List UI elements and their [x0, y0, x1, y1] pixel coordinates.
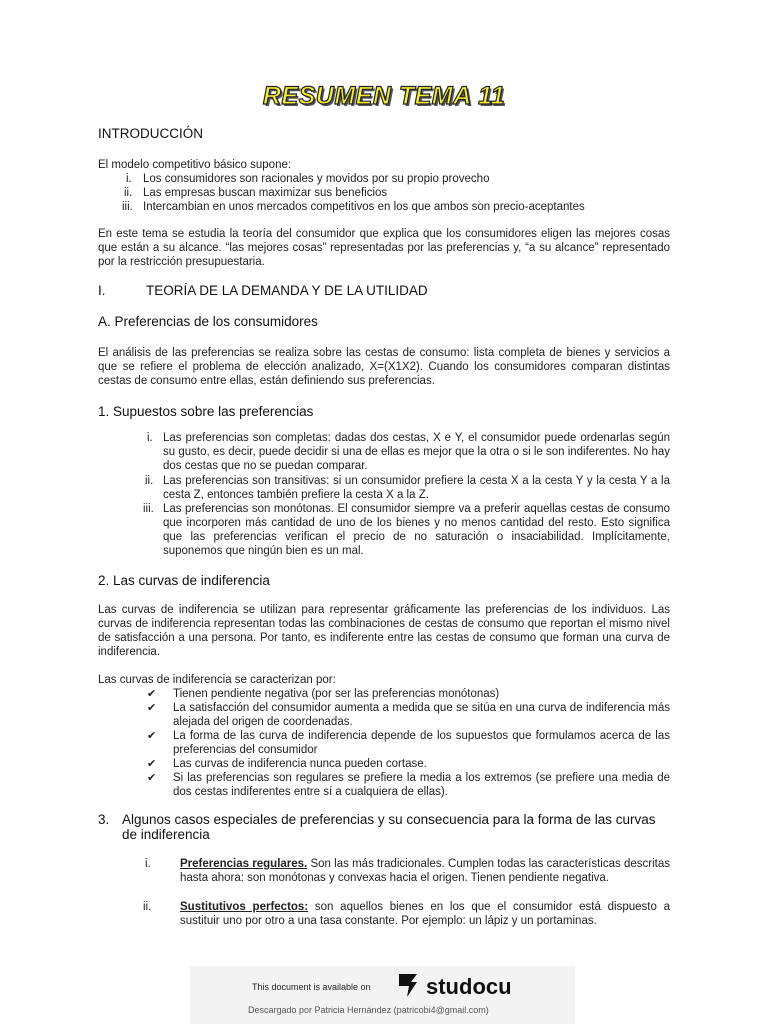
section-number: I. [98, 283, 106, 298]
studocu-logo-icon [393, 970, 423, 1000]
intro-item-num: i. [126, 173, 132, 185]
subsection-heading: 2. Las curvas de indiferencia [98, 573, 270, 588]
availability-text: This document is available on [252, 982, 371, 992]
list-item-text: Las preferencias son completas: dadas dos cestas, X e Y, el consumidor puede ordenarlas según su gusto, es decir, puede decidir si una de ellas es mejor que la otra o si le son indiferentes. No hay dos cestas que no se puedan comparar. [163, 432, 670, 472]
intro-item-num: iii. [122, 201, 133, 213]
intro-paragraph: En este tema se estudia la teoría del consumidor que explica que los consumidores eligen las mejores cosas que están a su alcance. “las mejores cosas” representadas por las preferencias y, “a su alcance” representado por la restricción presupuestaria. [98, 228, 670, 268]
subsection-heading: Algunos casos especiales de preferencias y su consecuencia para la forma de las curvas de indiferencia [122, 812, 656, 842]
downloaded-by-text: Descargado por Patricia Hernández (patricobi4@gmail.com) [248, 1005, 489, 1015]
section-heading: TEORÍA DE LA DEMANDA Y DE LA UTILIDAD [146, 283, 428, 298]
subsection-heading: 1. Supuestos sobre las preferencias [98, 404, 314, 419]
bullet-item: Las curvas de indiferencia nunca pueden cortase. [173, 758, 427, 770]
bullet-item: La forma de las curva de indiferencia depende de los supuestos que formulamos acerca de las preferencias del consumidor [173, 730, 670, 756]
intro-item-text: Intercambian en unos mercados competitivos en los que ambos son precio-aceptantes [143, 201, 585, 213]
intro-item-text: Las empresas buscan maximizar sus beneficios [143, 187, 388, 199]
subsection-paragraph: El análisis de las preferencias se realiza sobre las cestas de consumo: lista completa de bienes y servicios a que se refiere el problema de elección analizado, X=(X1X2). Cuando los consumidores comparan distintas cestas de consumo entre ellas, están definiendo sus preferencias. [98, 347, 670, 387]
intro-heading: INTRODUCCIÓN [98, 126, 203, 141]
term-description: Son las más tradicionales. Cumplen todas las características descritas hasta ahora: son monótonas y convexas hacia el origen. Tienen pendiente negativa. [180, 858, 670, 884]
term-description: son aquellos bienes en los que el consumidor está dispuesto a sustituir uno por otro a una tasa constante. Por ejemplo: un lápiz y un portaminas. [180, 901, 670, 927]
list-item-num: i. [145, 858, 151, 870]
term: Preferencias regulares. [180, 858, 308, 870]
subsection-lead: Las curvas de indiferencia se caracterizan por: [98, 674, 336, 686]
check-icon: ✔ [147, 772, 157, 784]
intro-item-num: ii. [124, 187, 133, 199]
subsection-number: 3. [98, 812, 110, 827]
check-icon: ✔ [147, 702, 157, 714]
check-icon: ✔ [147, 688, 157, 700]
list-item-num: ii. [143, 901, 152, 913]
subsection-paragraph: Las curvas de indiferencia se utilizan para representar gráficamente las preferencias de los individuos. Las curvas de indiferencia representan todas las combinaciones de cestas de consumo que reportan el mismo nivel de satisfacción a una persona. Por tanto, es indiferente entre las cestas de consumo que forman una curva de indiferencia. [98, 604, 670, 658]
term: Sustitutivos perfectos: [180, 901, 309, 913]
footer-banner [190, 966, 575, 1024]
list-item-num: i. [147, 432, 153, 444]
intro-lead: El modelo competitivo básico supone: [98, 159, 292, 171]
list-item [180, 857, 670, 885]
check-icon: ✔ [147, 758, 157, 770]
page-title: RESUMEN TEMA 11 [262, 82, 506, 110]
list-item-text: Las preferencias son transitivas: si un consumidor prefiere la cesta X a la cesta Y y la cesta Y a la cesta Z, entonces también prefiere la cesta X a la Z. [163, 475, 670, 501]
list-item-text: Las preferencias son monótonas. El consumidor siempre va a preferir aquellas cestas de consumo que incorporen más cantidad de uno de los bienes y no menos cantidad del resto. Esto significa que las preferencias verifican el precio de no saturación o insaciabilidad. Implícitamente, suponemos que ningún bien es un mal. [163, 503, 670, 557]
check-icon: ✔ [147, 730, 157, 742]
bullet-item: Tienen pendiente negativa (por ser las preferencias monótonas) [173, 688, 500, 700]
list-item [180, 900, 670, 928]
brand-name[interactable]: studocu [426, 974, 512, 999]
list-item-num: iii. [143, 503, 154, 515]
bullet-item: Si las preferencias son regulares se prefiere la media a los extremos (se prefiere una media de dos cestas indiferentes entre sí a cualquiera de ellas). [173, 772, 670, 798]
list-item-num: ii. [145, 475, 154, 487]
intro-item-text: Los consumidores son racionales y movidos por su propio provecho [143, 173, 490, 185]
subsection-heading: A. Preferencias de los consumidores [98, 314, 318, 329]
bullet-item: La satisfacción del consumidor aumenta a medida que se sitúa en una curva de indiferencia más alejada del origen de coordenadas. [173, 702, 670, 728]
